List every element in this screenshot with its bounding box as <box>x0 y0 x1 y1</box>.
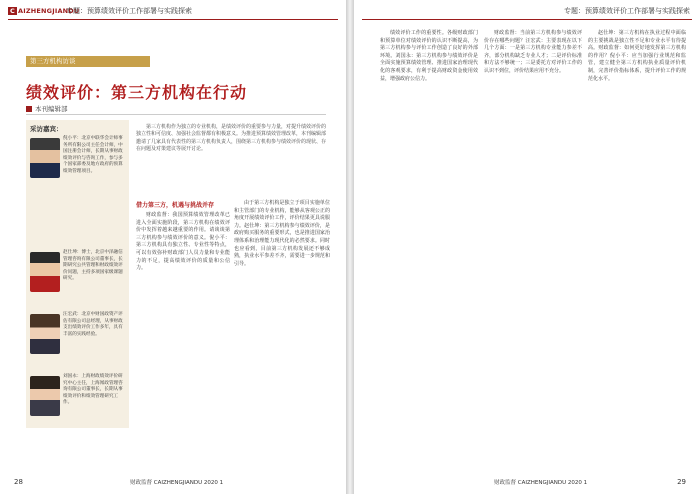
page-header <box>354 5 700 21</box>
header-rule <box>362 19 692 20</box>
guest-profile <box>30 310 126 376</box>
guests-sidebar <box>26 120 129 428</box>
header-rule <box>8 19 338 20</box>
page-number: 28 <box>14 478 23 486</box>
body-column <box>588 30 686 442</box>
guests-label: 采访嘉宾： <box>30 125 63 133</box>
body-paragraph: 绩效评价工作的重要性。各级财政部门和预算单位对绩效评价的认识不断提高，为第三方机构参与评价工作创造了良好的外部环境。刘国永：第三方机构参与绩效评价是全面实施预算绩效管理、推进国家治理现代化的客观要求，有利于提高财政资金使用效益，增强政府公信力。 <box>380 30 478 82</box>
body-paragraph: 财政监督：我国预算绩效管理改革已进入全面实施阶段，第三方机构在绩效评价中发挥着越来越重要的作用。请谈谈第三方机构参与绩效评价的意义。倪小平：第三方机构具有独立性、专业性等特点，可以有效弥补财政部门人员力量和专业能力的不足，提高绩效评价的质量和公信力。 <box>136 212 230 272</box>
header-title: 专题：预算绩效评价工作部署与实践探索 <box>66 7 192 15</box>
guest-bio: 倪小平：北京中联华会计师事务所有限公司主任会计师，中国注册会计师，长期从事财政绩效评价与咨询工作，参与多个国家部委及地方政府的预算绩效管理项目。 <box>63 136 123 174</box>
body-column <box>234 200 330 434</box>
guest-profile <box>30 134 126 200</box>
right-page <box>354 0 700 494</box>
footer-magazine: 财政监督 CAIZHENGJIANDU 2020 1 <box>494 480 588 486</box>
footer-magazine: 财政监督 CAIZHENGJIANDU 2020 1 <box>130 480 224 486</box>
guest-photo <box>30 376 60 416</box>
body-column <box>484 30 582 442</box>
magazine-logo: C AIZHENGJIANDU <box>10 7 80 15</box>
article-lead: 第三方机构作为独立的专业机构，是绩效评价的重要参与力量，对提升绩效评价的独立性和可信度、加强社会监督都有积极意义。为推进预算绩效管理改革，本刊编辑部邀请了几家具有代表性的第三方机构负责人，围绕第三方机构参与绩效评价的现状、存在问题及对策建议等展开讨论。 <box>136 124 327 153</box>
guest-bio: 刘国永：上海财政绩效评价研究中心主任，上海闻政管理咨询有限公司董事长，长期从事绩效评价和绩效管理研究工作。 <box>63 374 123 406</box>
spine-gutter <box>346 0 354 494</box>
guest-bio: 汪宏武：北京中财国政资产评估有限公司总经理，从事财政支出绩效评价工作多年，具有丰富的实践经验。 <box>63 312 123 337</box>
page-number: 29 <box>677 478 686 486</box>
guest-profile <box>30 248 126 314</box>
guest-photo <box>30 314 60 354</box>
page-header <box>0 5 346 21</box>
guest-profile <box>30 372 126 438</box>
article-subhead: 借力第三方，机遇与挑战并存 <box>136 202 215 209</box>
guest-bio: 赵仕坤：博士，北京中泽融信管理咨询有限公司董事长，长期研究公共管理和财政绩效评价问题，主持多项国家级课题研究。 <box>63 250 123 282</box>
section-tag: 第三方机构访谈 <box>26 56 150 67</box>
body-column <box>380 30 478 442</box>
guest-photo <box>30 252 60 292</box>
body-paragraph: 赵仕坤：第三方机构在执业过程中面临的主要挑战是独立性不足和专业水平有待提高。财政监督：如何更好地发挥第三方机构的作用？倪小平：应当加强行业规范和监管，建立健全第三方机构执业质量评价机制，完善评价指标体系，提升评价工作的规范化水平。 <box>588 30 686 82</box>
body-paragraph: 财政监督：当前第三方机构参与绩效评价存在哪些问题？汪宏武：主要表现在以下几个方面：一是第三方机构专业能力参差不齐，部分机构缺乏专业人才；二是评价标准和方法不够统一；三是委托方对评价工作的认识不到位，评价结果应用不充分。 <box>484 30 582 74</box>
guest-photo <box>30 138 60 178</box>
header-title: 专题：预算绩效评价工作部署与实践探索 <box>564 7 690 15</box>
title-divider <box>26 114 326 115</box>
left-page <box>0 0 346 494</box>
article-author: 本刊编辑部 <box>26 104 68 113</box>
article-title: 绩效评价：第三方机构在行动 <box>26 83 248 102</box>
body-paragraph: 由于第三方机构是独立于项目实施单位和主管部门的专业机构，能够从客观公正的角度开展绩效评价工作，评价结果更具说服力。赵仕坤：第三方机构参与绩效评价，是政府购买服务的重要形式，也是推进国家治理体系和治理能力现代化的必然要求。同时也应看到，目前第三方机构发展还不够成熟，执业水平参差不齐，需要进一步规范和引导。 <box>234 200 330 267</box>
body-column <box>136 212 230 434</box>
